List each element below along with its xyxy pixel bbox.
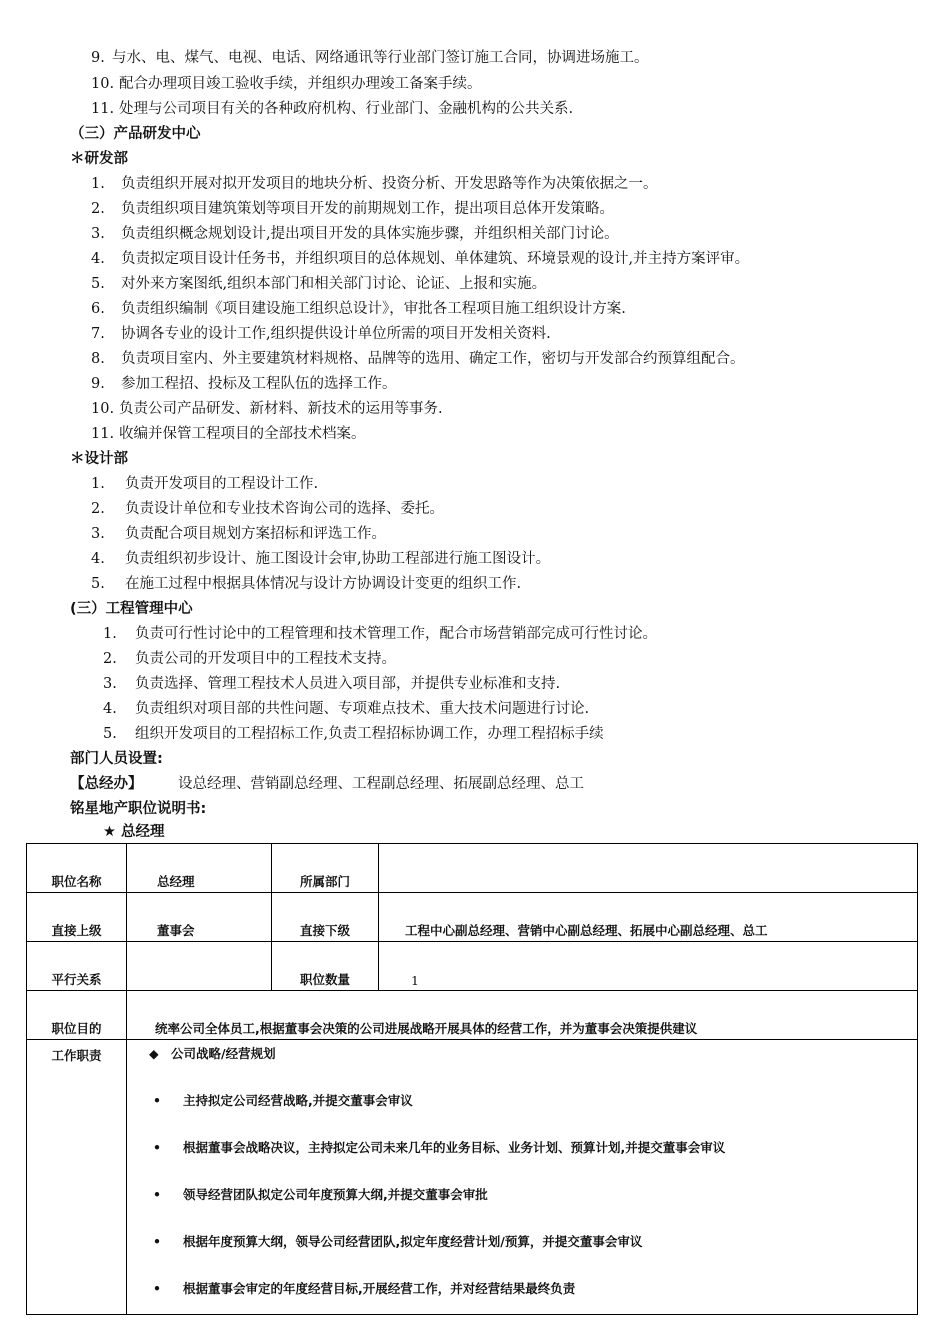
list-item (91, 474, 318, 494)
list-item (91, 349, 745, 369)
item-text: 在施工过程中根据具体情况与设计方协调设计变更的组织工作. (125, 576, 522, 592)
item-text: 负责组织开展对拟开发项目的地块分析、投资分析、开发思路等作为决策依据之一。 (121, 176, 658, 192)
item-number: 3. (91, 526, 105, 542)
list-item (91, 574, 521, 594)
eng-center-heading: (三）工程管理中心 (70, 601, 193, 617)
item-number: 2. (91, 501, 105, 517)
rd-dept-heading: ＊研发部 (70, 151, 128, 167)
list-item (153, 1091, 413, 1109)
list-item (91, 499, 444, 519)
list-item (91, 374, 397, 394)
list-item (91, 399, 443, 419)
superior-value: 董事会 (127, 893, 272, 942)
item-number: 4. (103, 701, 117, 717)
table-row (27, 942, 918, 991)
list-item (103, 674, 560, 694)
item-number: 1. (91, 176, 105, 192)
list-item (103, 624, 657, 644)
office-roles: 设总经理、营销副总经理、工程副总经理、拓展副总经理、总工 (178, 776, 584, 792)
item-number: 1. (103, 626, 117, 642)
item-number: 3. (91, 226, 105, 242)
bullet-icon: • (153, 1187, 161, 1202)
item-text: 与水、电、煤气、电视、电话、网络通讯等行业部门签订施工合同，协调进场施工。 (112, 50, 649, 66)
table-row (27, 893, 918, 942)
count-value: 1 (379, 942, 918, 991)
item-text: 负责组织编制《项目建设施工组织总设计》，审批各工程项目施工组织设计方案. (121, 301, 626, 317)
item-text: 负责拟定项目设计任务书，并组织项目的总体规划、单体建筑、环境景观的设计,并主持方案评审。 (121, 251, 750, 267)
parallel-value (127, 942, 272, 991)
item-text: 负责可行性讨论中的工程管理和技术管理工作，配合市场营销部完成可行性讨论。 (135, 626, 657, 642)
item-text: 负责配合项目规划方案招标和评选工作。 (125, 526, 386, 542)
list-item (103, 724, 604, 744)
item-text: 负责组织对项目部的共性问题、专项难点技术、重大技术问题进行讨论. (135, 701, 590, 717)
list-item (153, 1138, 725, 1156)
item-text: 负责开发项目的工程设计工作. (125, 476, 319, 492)
list-item (153, 1279, 575, 1297)
design-dept-heading: ＊设计部 (70, 451, 128, 467)
purpose-label: 职位目的 (27, 991, 127, 1040)
list-item (153, 1185, 488, 1203)
item-text: 负责项目室内、外主要建筑材料规格、品牌等的选用、确定工作，密切与开发部合约预算组配合。 (121, 351, 745, 367)
item-number: 11. (91, 426, 115, 442)
item-number: 8. (91, 351, 105, 367)
parallel-label: 平行关系 (27, 942, 127, 991)
duty-text: 根据年度预算大纲，领导公司经营团队,拟定年度经营计划/预算，并提交董事会审议 (183, 1234, 643, 1249)
position-heading: ★ 总经理 (103, 824, 165, 840)
list-item (91, 99, 573, 119)
list-item (91, 74, 482, 94)
count-label: 职位数量 (272, 942, 379, 991)
department-label: 所属部门 (272, 844, 379, 893)
item-text: 组织开发项目的工程招标工作,负责工程招标协调工作，办理工程招标手续 (135, 726, 604, 742)
list-item (91, 299, 626, 319)
duties-cell (127, 1040, 918, 1315)
item-number: 3. (103, 676, 117, 692)
diamond-bullet-icon: ◆ (149, 1046, 159, 1061)
list-item (91, 199, 614, 219)
item-number: 2. (91, 201, 105, 217)
list-item (91, 549, 550, 569)
purpose-value: 统率公司全体员工,根据董事会决策的公司进展战略开展具体的经营工作，并为董事会决策提供建议 (127, 991, 918, 1040)
office-label: 【总经办】 (70, 776, 143, 792)
item-number: 5. (103, 726, 117, 742)
item-text: 负责组织初步设计、施工图设计会审,协助工程部进行施工图设计。 (125, 551, 551, 567)
subordinate-value: 工程中心副总经理、营销中心副总经理、拓展中心副总经理、总工 (379, 893, 918, 942)
item-number: 2. (103, 651, 117, 667)
position-name-value: 总经理 (127, 844, 272, 893)
item-text: 负责组织概念规划设计,提出项目开发的具体实施步骤，并组织相关部门讨论。 (121, 226, 619, 242)
item-number: 9. (91, 376, 105, 392)
item-text: 负责公司的开发项目中的工程技术支持。 (135, 651, 396, 667)
item-text: 收编并保管工程项目的全部技术档案。 (119, 426, 366, 442)
table-row (27, 844, 918, 893)
list-item (91, 224, 619, 244)
duty-text: 根据董事会审定的年度经营目标,开展经营工作，并对经营结果最终负责 (183, 1281, 576, 1296)
item-number: 9. (91, 50, 105, 66)
item-text: 负责公司产品研发、新材料、新技术的运用等事务. (119, 401, 443, 417)
item-text: 负责选择、管理工程技术人员进入项目部，并提供专业标准和支持. (135, 676, 561, 692)
bullet-icon: • (153, 1093, 161, 1108)
superior-label: 直接上级 (27, 893, 127, 942)
list-item (103, 699, 589, 719)
list-item (103, 649, 396, 669)
duties-heading-text: 公司战略/经营规划 (171, 1046, 276, 1061)
list-item (153, 1232, 642, 1250)
item-number: 1. (91, 476, 105, 492)
list-item (91, 174, 658, 194)
list-item (91, 524, 386, 544)
item-text: 对外来方案图纸,组织本部门和相关部门讨论、论证、上报和实施。 (121, 276, 547, 292)
duty-text: 根据董事会战略决议，主持拟定公司未来几年的业务目标、业务计划、预算计划,并提交董事会审议 (183, 1140, 726, 1155)
duties-label: 工作职责 (27, 1040, 127, 1315)
list-item (91, 324, 551, 344)
item-text: 处理与公司项目有关的各种政府机构、行业部门、金融机构的公共关系. (119, 101, 574, 117)
item-number: 10. (91, 401, 115, 417)
item-text: 负责设计单位和专业技术咨询公司的选择、委托。 (125, 501, 444, 517)
list-item (91, 48, 649, 68)
item-number: 11. (91, 101, 115, 117)
item-number: 5. (91, 276, 105, 292)
item-number: 4. (91, 551, 105, 567)
list-item (91, 249, 749, 269)
duty-text: 主持拟定公司经营战略,并提交董事会审议 (183, 1093, 413, 1108)
item-text: 参加工程招、投标及工程队伍的选择工作。 (121, 376, 397, 392)
bullet-icon: • (153, 1234, 161, 1249)
office-row (70, 774, 584, 794)
bullet-icon: • (153, 1140, 161, 1155)
table-row (27, 991, 918, 1040)
bullet-icon: • (153, 1281, 161, 1296)
department-value (379, 844, 918, 893)
item-number: 10. (91, 76, 115, 92)
table-row (27, 1040, 918, 1315)
rd-center-heading: （三）产品研发中心 (70, 126, 201, 142)
item-text: 负责组织项目建筑策划等项目开发的前期规划工作，提出项目总体开发策略。 (121, 201, 614, 217)
list-item (91, 274, 546, 294)
position-name-label: 职位名称 (27, 844, 127, 893)
position-table (26, 843, 918, 1315)
item-number: 7. (91, 326, 105, 342)
staffing-heading: 部门人员设置: (70, 751, 163, 767)
item-number: 4. (91, 251, 105, 267)
item-number: 6. (91, 301, 105, 317)
duties-heading (149, 1044, 276, 1062)
duty-text: 领导经营团队拟定公司年度预算大纲,并提交董事会审批 (183, 1187, 488, 1202)
list-item (91, 424, 366, 444)
item-text: 配合办理项目竣工验收手续，并组织办理竣工备案手续。 (119, 76, 482, 92)
item-number: 5. (91, 576, 105, 592)
item-text: 协调各专业的设计工作,组织提供设计单位所需的项目开发相关资料. (121, 326, 551, 342)
job-desc-heading: 铭星地产职位说明书: (70, 801, 207, 817)
subordinate-label: 直接下级 (272, 893, 379, 942)
